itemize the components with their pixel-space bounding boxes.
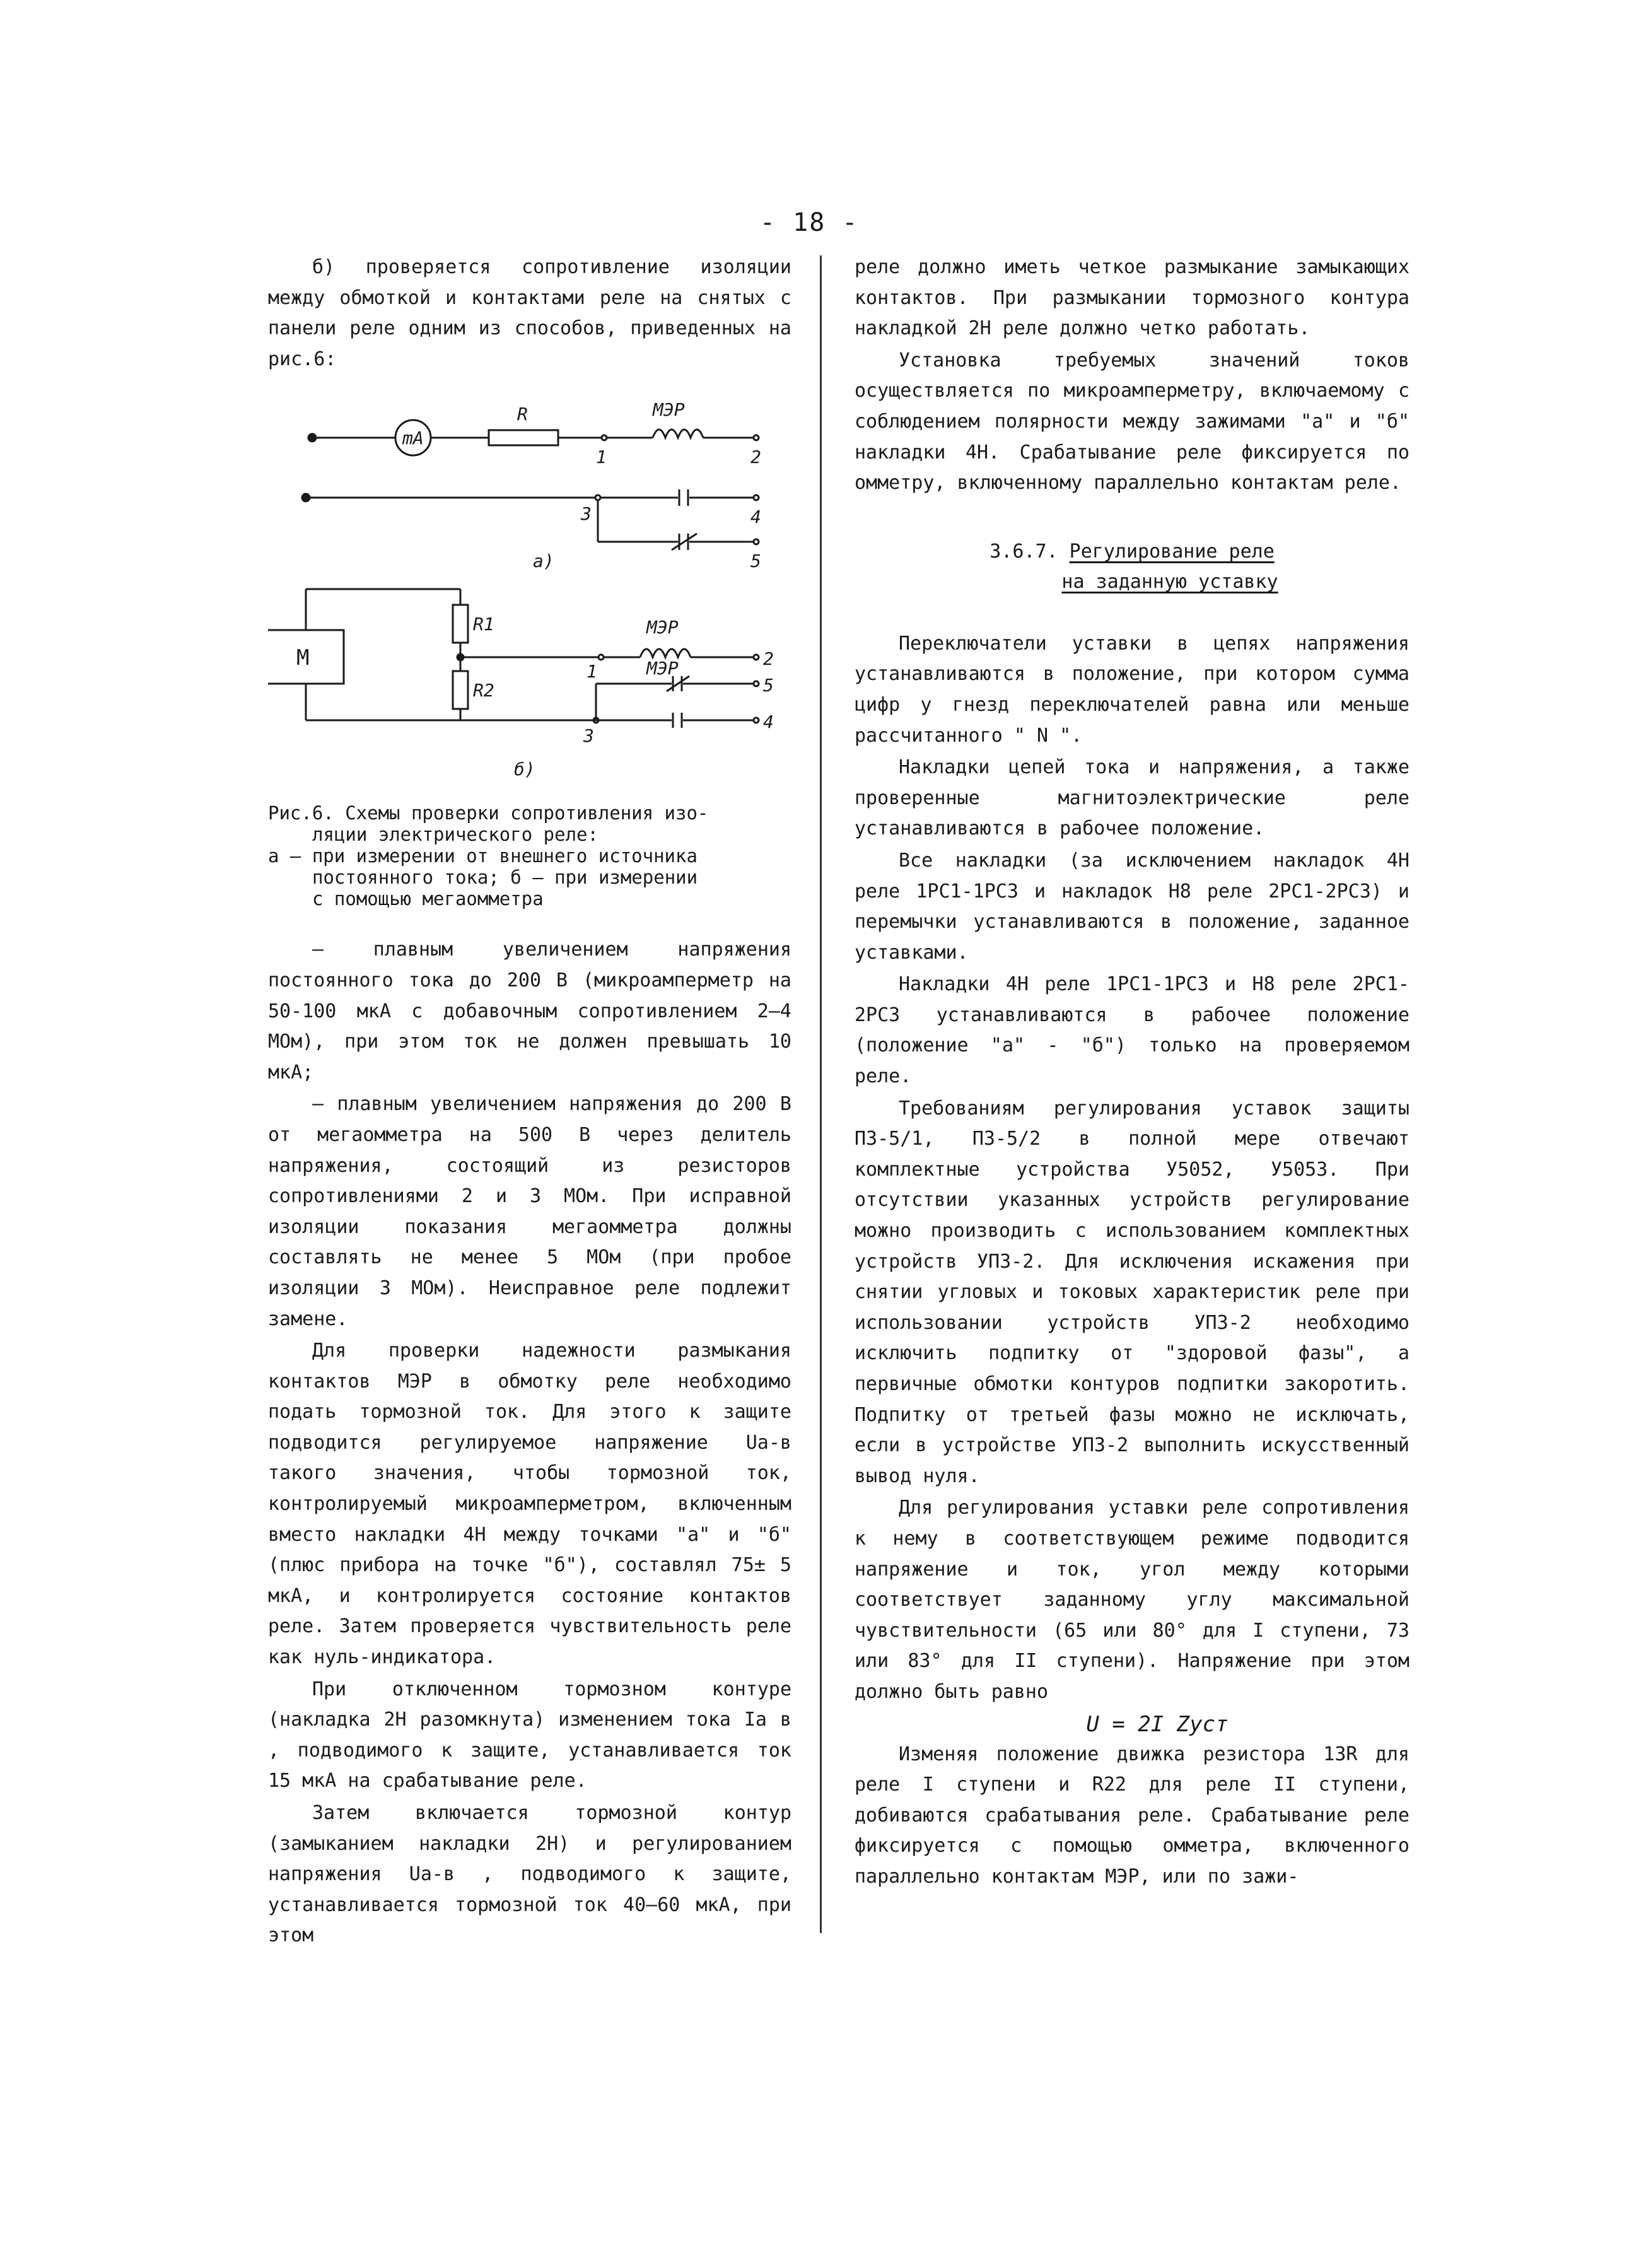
- section-title-line-2: на заданную уставку: [1061, 570, 1278, 593]
- relay-coil-b: [640, 649, 691, 657]
- left-paragraph-5: Затем включается тормозной контур (замыканием накладки 2Н) и регулированием напряжения Uа-в , подводимого к защите, устанавливается тормозной ток 40–60 мкА, при этом: [268, 1802, 791, 1947]
- node-2-label-b: 2: [763, 648, 774, 670]
- node-4-label-a: 4: [750, 506, 761, 528]
- section-heading: [855, 537, 1410, 597]
- circuit-b-svg: [268, 570, 791, 785]
- node-5-label-b: 5: [763, 675, 774, 696]
- node-2-a: [754, 435, 759, 440]
- right-paragraph-4: Накладки цепей тока и напряжения, а также проверенные магнитоэлектрические реле устанавливаются в рабочее положение.: [855, 756, 1410, 840]
- intro-paragraph: б) проверяется сопротивление изоляции между обмоткой и контактами реле на снятых с панели реле одним из способов, приведенных на рис.6:: [268, 256, 791, 370]
- caption-line-5: с помощью мегаомметра: [312, 888, 544, 910]
- node-5-a: [754, 539, 759, 544]
- caption-line-4: постоянного тока; б – при измерении: [312, 867, 698, 889]
- node-3-label-b: 3: [583, 725, 594, 747]
- node-4-label-b: 4: [763, 711, 774, 733]
- node-1-label-b: 1: [587, 661, 597, 682]
- right-column: [855, 252, 1410, 1894]
- megohmmeter-label: М: [296, 645, 310, 671]
- relay-label-b1: МЭР: [646, 617, 679, 638]
- node-3-a: [595, 495, 600, 500]
- figure-b: [268, 570, 791, 785]
- node-1-a: [602, 435, 607, 440]
- meter-label-a: mA: [402, 428, 424, 449]
- node-2-b: [754, 655, 759, 660]
- formula: U = 2I Zуст: [1086, 1711, 1229, 1737]
- resistor-label-a: R: [517, 404, 528, 425]
- caption-line-2: ляции электрического реле:: [312, 824, 598, 846]
- right-paragraph-3: Переключатели уставки в цепях напряжения устанавливаются в положение, при котором сумма цифр у гнезд переключателей равна или меньше рассчитанного " N ".: [855, 632, 1410, 747]
- terminal-dot-bottom-left: [302, 494, 310, 501]
- right-paragraph-6: Накладки 4Н реле 1РС1-1РС3 и Н8 реле 2РС1-2РС3 устанавливаются в рабочее положение (положение "а" - "б") только на проверяемом реле.: [855, 973, 1410, 1088]
- terminal-dot-top-left: [308, 434, 316, 441]
- caption-line-1: Рис.6. Схемы проверки сопротивления изо-: [268, 802, 709, 824]
- node-1-b: [598, 655, 604, 660]
- node-5-b: [754, 681, 759, 686]
- left-column: [268, 252, 791, 1953]
- caption-line-3: а – при измерении от внешнего источника: [268, 845, 698, 867]
- relay-coil-a: [653, 430, 703, 438]
- circuit-a-svg: [268, 381, 791, 570]
- node-1-label-a: 1: [596, 447, 607, 468]
- subfigure-b-label: б): [514, 759, 535, 780]
- node-2-label-a: 2: [750, 447, 761, 468]
- resistor-r2-symbol: [453, 671, 468, 709]
- section-number: 3.6.7.: [989, 540, 1058, 563]
- subfigure-a-label: а): [533, 551, 554, 571]
- node-4-a: [754, 495, 759, 500]
- right-paragraph-2: Установка требуемых значений токов осуществляется по микроамперметру, включаемому с соблюдением полярности между зажимами "а" и "б" накладки 4Н. Срабатывание реле фиксируется по омметру, включенному параллельно контактам реле.: [855, 349, 1410, 494]
- node-5-label-a: 5: [750, 551, 761, 571]
- right-paragraph-1: реле должно иметь четкое размыкание замыкающих контактов. При размыкании тормозного контура накладкой 2Н реле должно четко работать.: [855, 256, 1410, 340]
- node-4-b: [754, 718, 759, 723]
- left-paragraph-3: Для проверки надежности размыкания контактов МЭР в обмотку реле необходимо подать тормозной ток. Для этого к защите подводится регулируемое напряжение Uа-в такого значения, чтобы тормозной ток, контролируемый микроамперметром, включенным вместо накладки 4Н между точками "а" и "б" (плюс прибора на точке "б"), составлял 75± 5 мкА, и контролируется состояние контактов реле. Затем проверяется чувствительность реле как нуль-индикатора.: [268, 1340, 791, 1669]
- resistor-r1-symbol: [453, 605, 468, 643]
- right-paragraph-9: Изменяя положение движка резистора 13R для реле I ступени и R22 для реле II ступени, добиваются срабатывания реле. Срабатывание реле фиксируется с помощью омметра, включенного параллельно контактам МЭР, или по зажи-: [855, 1743, 1410, 1888]
- left-paragraph-2: – плавным увеличением напряжения до 200 В от мегаомметра на 500 В через делитель напряжения, состоящий из резисторов сопротивлениями 2 и 3 МОм. При исправной изоляции показания мегаомметра должны составлять не менее 5 МОм (при пробое изоляции 3 МОм). Неисправное реле подлежит замене.: [268, 1093, 791, 1330]
- left-paragraph-4: При отключенном тормозном контуре (накладка 2Н разомкнута) изменением тока Iа в , подводимого к защите, устанавливается ток 15 мкА на срабатывание реле.: [268, 1678, 791, 1792]
- section-title-line-1: Регулирование реле: [1069, 540, 1275, 563]
- right-paragraph-7: Требованиям регулирования уставок защиты ПЗ-5/1, ПЗ-5/2 в полной мере отвечают комплектные устройства У5052, У5053. При отсутствии указанных устройств регулирование можно производить с использованием комплектных устройств УПЗ-2. Для исключения искажения при снятии угловых и токовых характеристик реле при использовании устройств УПЗ-2 необходимо исключить подпитку от "здоровой фазы", а первичные обмотки контуров подпитки закоротить. Подпитку от третьей фазы можно не исключать, если в устройстве УПЗ-2 выполнить искусственный вывод нуля.: [855, 1097, 1410, 1487]
- relay-label-a: МЭР: [653, 399, 685, 421]
- left-paragraph-1: – плавным увеличением напряжения постоянного тока до 200 В (микроамперметр на 50-100 мкА с добавочным сопротивлением 2–4 МОм), при этом ток не должен превышать 10 мкА;: [268, 938, 791, 1084]
- column-divider: [820, 255, 822, 1933]
- relay-label-b2: МЭР: [646, 658, 679, 679]
- resistor-r-symbol: [489, 430, 558, 445]
- page-number: - 18 -: [760, 208, 859, 237]
- r2-label: R2: [473, 680, 494, 701]
- right-paragraph-8: Для регулирования уставки реле сопротивления к нему в соответствующем режиме подводится напряжение и ток, угол между которыми соответствует заданному углу максимальной чувствительности (65 или 80° для I ступени, 73 или 83° для II ступени). Напряжение при этом должно быть равно: [855, 1497, 1410, 1703]
- node-3-label-a: 3: [581, 503, 592, 525]
- right-paragraph-5: Все накладки (за исключением накладок 4Н реле 1РС1-1РС3 и накладок Н8 реле 2РС1-2РС3) и перемычки устанавливаются в положение, заданное уставками.: [855, 849, 1410, 964]
- r1-label: R1: [473, 614, 494, 635]
- figure-caption: [268, 802, 791, 909]
- figure-a: [268, 381, 791, 570]
